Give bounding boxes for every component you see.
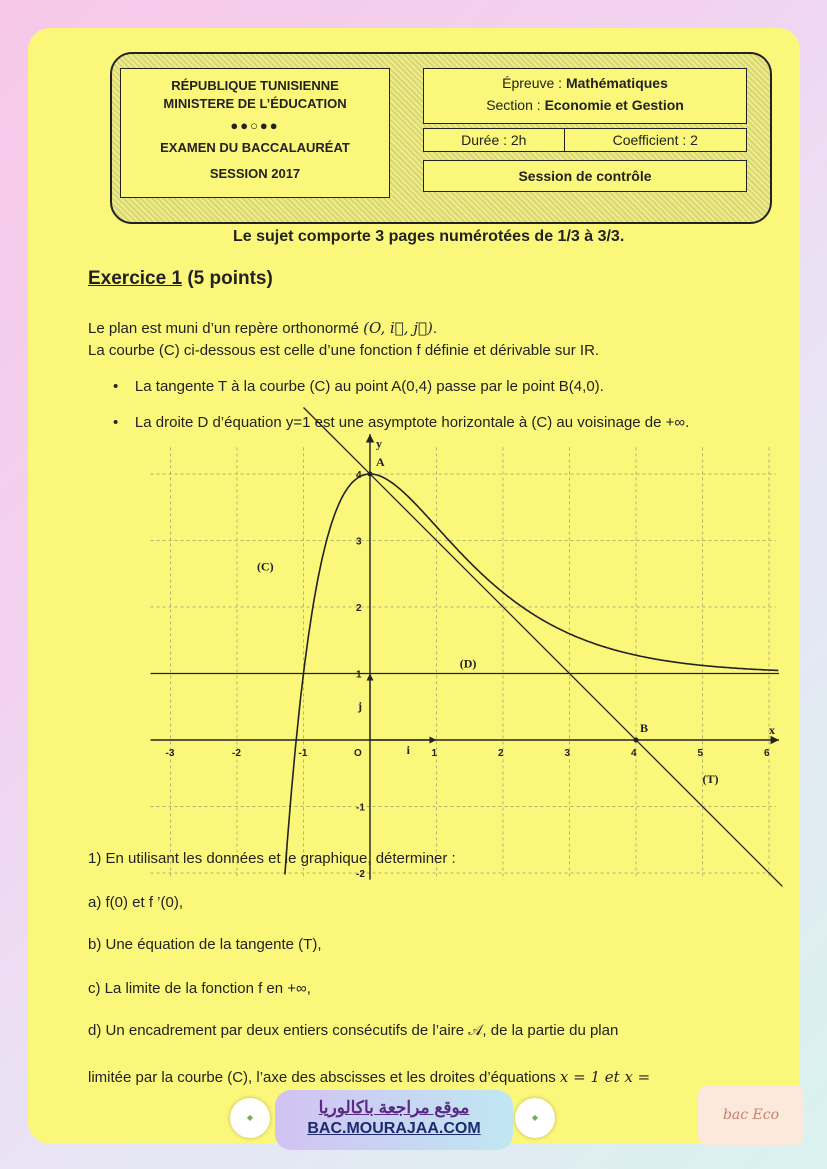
intro-line-2: La courbe (C) ci-dessous est celle d’une fonction f définie et dérivable sur IR. xyxy=(88,342,600,359)
header-left-box xyxy=(120,68,390,198)
question-d-cont xyxy=(88,1068,650,1086)
label-x: x xyxy=(769,723,775,737)
exercise-title xyxy=(88,268,273,290)
watermark-url[interactable]: BAC.MOURAJAA.COM xyxy=(307,1120,481,1137)
question-d-cont-text: limitée par la courbe (C), l’axe des abscisses et les droites d’équations xyxy=(88,1069,556,1086)
x-tick-label: -1 xyxy=(298,748,308,759)
label-c: (C) xyxy=(256,559,274,574)
x-tick-label: 5 xyxy=(697,748,704,759)
intro-math: (O, i⃗, j⃗) xyxy=(363,319,433,337)
header-dots: ●●○●● xyxy=(230,118,280,133)
header-ministry: MINISTERE DE L’ÉDUCATION xyxy=(163,96,347,111)
tangent-t xyxy=(304,408,783,887)
label-a: A xyxy=(376,455,385,469)
site-badge-left: ◆ xyxy=(230,1098,270,1138)
question-a: a) f(0) et f ’(0), xyxy=(88,894,184,911)
x-tick-label: O xyxy=(354,748,362,759)
page-count-note: Le sujet comporte 3 pages numérotées de 1/3 à 3/3. xyxy=(233,228,625,245)
header-exam: EXAMEN DU BACCALAURÉAT xyxy=(160,140,350,155)
bullet-1: • La tangente T à la courbe (C) au point A(0,4) passe par le point B(4,0). xyxy=(113,378,604,395)
question-d: d) Un encadrement par deux entiers consécutifs de l’aire 𝒜, de la partie du plan xyxy=(88,1022,619,1039)
exercise-points: (5 points) xyxy=(187,268,273,289)
y-tick-label: -1 xyxy=(356,802,365,814)
point-a xyxy=(368,472,373,477)
label-i: i xyxy=(406,743,410,757)
section-value: Economie et Gestion xyxy=(544,97,684,113)
point-b xyxy=(634,738,639,743)
header-session-box: Session de contrôle xyxy=(423,160,747,192)
y-tick-label: 2 xyxy=(356,603,362,614)
question-c: c) La limite de la fonction f en +∞, xyxy=(88,980,311,997)
question-d-math: x = 1 et x = xyxy=(559,1068,651,1086)
intro-line-1 xyxy=(88,319,437,337)
header-subject-box xyxy=(423,68,747,124)
watermark-logo[interactable] xyxy=(275,1090,513,1150)
section-label: Section : xyxy=(486,97,541,113)
label-d: (D) xyxy=(459,656,477,671)
intro-text: Le plan est muni d’un repère orthonormé xyxy=(88,320,359,337)
label-b: B xyxy=(640,721,649,735)
label-t: (T) xyxy=(702,772,719,787)
watermark-arabic: موقع مراجعة باكالوريا xyxy=(318,1098,470,1117)
epreuve-value: Mathématiques xyxy=(565,75,668,91)
x-tick-label: 2 xyxy=(498,748,504,759)
y-tick-label: -2 xyxy=(356,869,365,880)
header-country: RÉPUBLIQUE TUNISIENNE xyxy=(171,78,339,93)
y-tick-label: 1 xyxy=(356,669,362,681)
intro-end: . xyxy=(432,320,437,337)
y-tick-label: 4 xyxy=(356,470,362,481)
question-intro: 1) En utilisant les données et le graphique, déterminer : xyxy=(88,850,456,867)
x-tick-labels xyxy=(166,748,771,759)
header-duration-box xyxy=(423,128,747,152)
exam-page xyxy=(28,28,800,1144)
duree: Durée : 2h xyxy=(424,129,565,151)
exercise-number: Exercice 1 xyxy=(88,268,183,289)
site-badge-right: ◆ xyxy=(515,1098,555,1138)
y-tick-labels xyxy=(356,470,365,880)
label-y: y xyxy=(376,436,382,451)
label-j: j xyxy=(358,699,362,714)
header-session-year: SESSION 2017 xyxy=(209,166,301,181)
x-tick-label: -2 xyxy=(232,748,241,759)
x-tick-label: 1 xyxy=(431,748,438,759)
x-tick-label: 6 xyxy=(764,748,770,759)
bullet-2-text: La droite D d’équation y=1 est une asymptote horizontale à (C) au voisinage de +∞. xyxy=(134,414,690,431)
x-tick-label: 3 xyxy=(564,748,571,759)
bac-eco-badge: bac Eco xyxy=(698,1085,804,1145)
x-tick-label: 4 xyxy=(631,748,637,759)
y-tick-label: 3 xyxy=(356,536,362,548)
coefficient: Coefficient : 2 xyxy=(612,132,698,148)
x-tick-label: -3 xyxy=(165,748,175,759)
question-b: b) Une équation de la tangente (T), xyxy=(88,936,322,953)
epreuve-label: Épreuve : xyxy=(502,75,563,91)
bullet-1-text: La tangente T à la courbe (C) au point A(0,4) passe par le point B(4,0). xyxy=(134,378,604,395)
bullet-2: • La droite D d’équation y=1 est une asymptote horizontale à (C) au voisinage de +∞. xyxy=(113,414,690,431)
